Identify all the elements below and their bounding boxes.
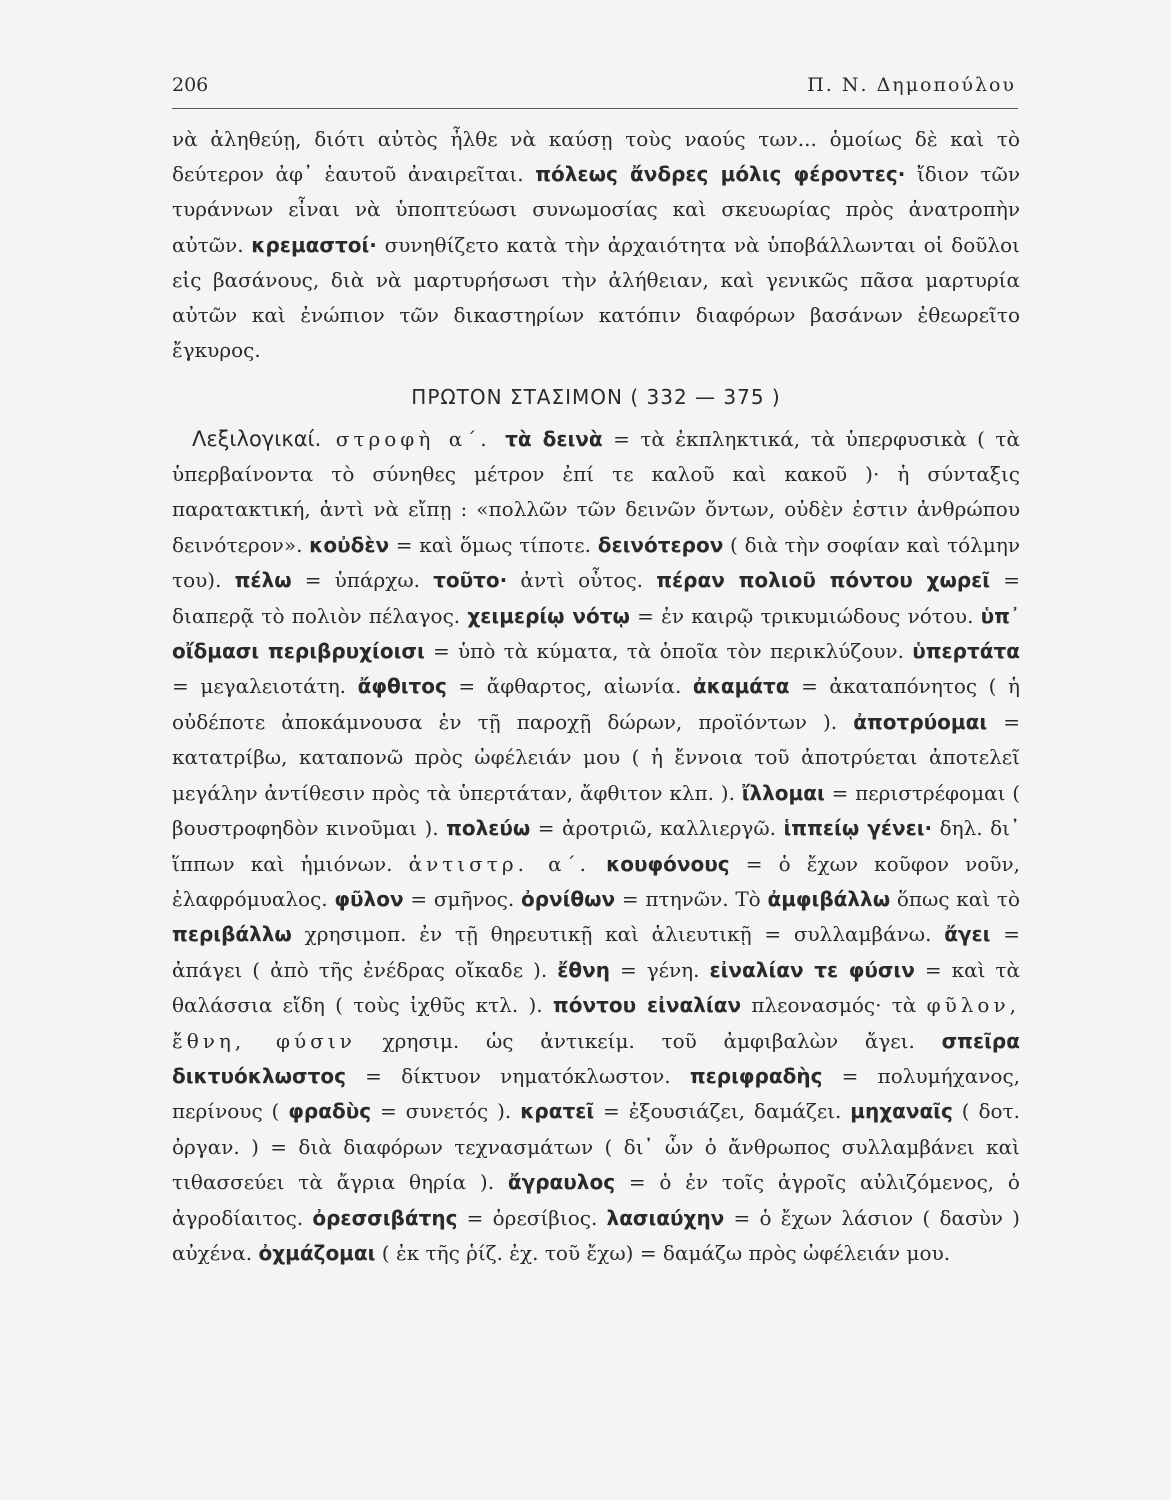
text-span: χρησιμοπ. ἐν τῇ θηρευτικῇ καὶ ἁλιευτικῇ = συλλαμβάνω. <box>291 922 945 947</box>
text-span: = πολυμήχανος, περίνους ( <box>172 1063 1021 1124</box>
text-span: = δίκτυον νηματόκλωστον. <box>345 1063 690 1088</box>
lemma: σπεῖρα δικτυόκλωστος <box>172 1028 1020 1088</box>
lemma: πέλω <box>234 568 292 593</box>
lemma: ὀρνίθων <box>520 886 616 911</box>
text-span: ἀντὶ οὗτος. <box>507 568 657 593</box>
text-span: = ὑπάρχω. <box>291 568 434 593</box>
text-span: = ἄφθαρτος, αἰωνία. <box>446 674 693 699</box>
lexical-notes-paragraph <box>172 422 1020 1272</box>
text-span: = ἀπάγει ( ἀπὸ τῆς ἐνέδρας οἴκαδε ). <box>172 922 1020 982</box>
lemma: κοὐδὲν <box>309 532 390 557</box>
lemma: δεινότερον <box>597 532 724 557</box>
lemma: τὰ δεινὰ <box>505 426 603 451</box>
lemma: ἴλλομαι <box>741 780 825 805</box>
lemma: κρατεῖ <box>520 1099 595 1124</box>
lemma: ἄφθιτος <box>357 674 447 699</box>
lemma: ἀκαμάτα <box>692 674 790 699</box>
text-span: = περιστρέφομαι ( βουστροφηδὸν κινοῦμαι ). <box>172 780 1021 841</box>
lemma: περιφραδὴς <box>689 1063 823 1088</box>
text-span: = γένη. <box>609 957 710 982</box>
text-span: ( διὰ τὴν σοφίαν καὶ τόλμην του). <box>172 532 1020 593</box>
text-span: νὰ ἀληθεύῃ, διότι αὐτὸς ἦλθε νὰ καύσῃ τοὺς ναούς των... ὁμοίως δὲ καὶ τὸ δεύτερον ἀφ᾿ ἑαυτοῦ ἀναιρεῖται. <box>172 127 1020 187</box>
text-span: = ἐν καιρῷ τρικυμιώδους νότου. <box>629 603 981 628</box>
lemma: τοῦτο· <box>433 568 508 593</box>
lemma: ἱππείῳ γένει· <box>783 816 933 841</box>
text-span: = καὶ τὰ θαλάσσια εἴδη ( τοὺς ἰχθῦς κτλ. ). <box>172 957 1020 1018</box>
notes-heading: Λεξιλογικαί. <box>192 426 322 451</box>
text-span <box>590 852 606 876</box>
spaced-text: φῦλον, ἔθνη, φύσιν <box>172 993 1020 1053</box>
strophe-label: στροφὴ α΄. <box>321 426 506 451</box>
text-span: = ὑπὸ τὰ κύματα, τὰ ὁποῖα τὸν περικλύζουν. <box>424 639 913 664</box>
lemma: ἄγραυλος <box>507 1170 616 1195</box>
lemma: ἀμφιβάλλω <box>767 886 891 911</box>
lemma: φραδὺς <box>288 1099 372 1124</box>
lemma: εἰναλίαν τε φύσιν <box>709 957 915 982</box>
lemma: λασιαύχην <box>606 1205 725 1230</box>
text-span: ( ἐκ τῆς ῥίζ. ἐχ. τοῦ ἔχω) = δαμάζω πρὸς ὠφέλειάν μου. <box>375 1240 951 1265</box>
text-span: = ὀρεσίβιος. <box>457 1205 607 1230</box>
lemma: ἀποτρύομαι <box>853 709 988 734</box>
lemma: ὀχμάζομαι <box>258 1240 376 1265</box>
text-span: = ὁ ἔχων κοῦφον νοῦν, ἐλαφρόμυαλος. <box>172 851 1021 911</box>
lemma: ὑπερτάτα <box>912 639 1021 664</box>
lemma: μηχαναῖς <box>850 1099 953 1124</box>
text-span: πλεονασμός· τὰ <box>741 993 927 1018</box>
section-title: ΠΡΩΤΟΝ ΣΤΑΣΙΜΟΝ ( 332 — 375 ) <box>411 385 781 410</box>
text-span: χρησιμ. ὡς ἀντικείμ. τοῦ ἀμφιβαλὼν ἄγει. <box>355 1028 942 1053</box>
text-span: ( δοτ. ὀργαν. ) = διὰ διαφόρων τεχνασμάτων ( δι᾿ ὧν ὁ ἄνθρωπος συλλαμβάνει καὶ τιθασσεύει τὰ ἄγρια θηρία ). <box>172 1099 1020 1195</box>
text-span: = σμῆνος. <box>403 886 521 911</box>
text-span: = ἐξουσιάζει, δαμάζει. <box>594 1099 851 1124</box>
text-span: = συνετός ). <box>371 1099 521 1124</box>
lemma: κρεμαστοί· <box>251 232 377 257</box>
antistrophe-label: ἀντιστρ. α΄. <box>408 851 590 876</box>
text-span: = ἀκαταπόνητος ( ἡ οὐδέποτε ἀποκάμνουσα ἐν τῇ παροχῇ δώρων, προϊόντων ). <box>172 674 1021 734</box>
lemma: κουφόνους <box>606 851 730 876</box>
lemma: ὑπ᾿ οἴδμασι περιβρυχίοισι <box>172 603 1020 664</box>
text-span: ἴδιον τῶν τυράννων εἶναι νὰ ὑποπτεύωσι συνωμοσίας καὶ σκευωρίας πρὸς ἀνατροπὴν αὐτῶν. <box>172 162 1021 257</box>
lemma: ἔθνη <box>557 957 610 982</box>
text-span: ὅπως καὶ τὸ <box>890 886 1020 911</box>
text-span: = κατατρίβω, καταπονῶ πρὸς ὠφέλειάν μου ( ἡ ἔννοια τοῦ ἀποτρύεται ἀποτελεῖ μεγάλην ἀντίθεσιν πρὸς τὰ ὑπερτάταν, ἄφθιτον κλπ. ). <box>172 709 1020 805</box>
lemma: πόντου εἰναλίαν <box>552 993 742 1018</box>
lemma: χειμερίῳ νότῳ <box>467 603 630 628</box>
text-span: δηλ. δι᾿ ἵππων καὶ ἡμιόνων. <box>172 816 1020 876</box>
lemma: φῦλον <box>334 886 404 911</box>
lemma: ὀρεσσιβάτης <box>312 1205 458 1230</box>
text-span: = τὰ ἐκπληκτικά, τὰ ὑπερφυσικὰ ( τὰ ὑπερβαίνοντα τὸ σύνηθες μέτρον ἐπί τε καλοῦ καὶ κακοῦ )· ἡ σύνταξις παρατακτική, ἀντὶ νὰ εἴπῃ : «πολλῶν τῶν δεινῶν ὄντων, οὐδὲν ἐστιν ἀνθρώπου δεινότερον». <box>172 426 1021 557</box>
text-span: = καὶ ὅμως τίποτε. <box>389 532 598 557</box>
lemma: ἄγει <box>944 922 991 947</box>
running-title: Π. Ν. Δημοπούλου <box>807 74 1016 96</box>
text-span: = μεγαλειοτάτη. <box>172 674 358 699</box>
lemma: πόλεως ἄνδρες μόλις φέροντες· <box>535 162 906 187</box>
text-span: = ἀροτριῶ, καλλιεργῶ. <box>530 816 784 841</box>
page-header <box>172 72 1018 109</box>
page-body <box>172 122 1020 1271</box>
text-span: = ὁ ἔχων λάσιον ( δασὺν ) αὐχένα. <box>172 1205 1020 1265</box>
lemma: πέραν πολιοῦ πόντου χωρεῖ <box>656 568 991 593</box>
commentary-paragraph <box>172 122 1020 368</box>
text-span: = πτηνῶν. Τὸ <box>615 886 768 911</box>
text-span: = διαπερᾷ τὸ πολιὸν πέλαγος. <box>172 568 1020 628</box>
page-number: 206 <box>172 74 209 96</box>
text-span: συνηθίζετο κατὰ τὴν ἀρχαιότητα νὰ ὑποβάλλωνται οἱ δοῦλοι εἰς βασάνους, διὰ νὰ μαρτυρήσωσι τὴν ἀλήθειαν, καὶ γενικῶς πᾶσα μαρτυρία αὐτῶν καὶ ἐνώπιον τῶν δικαστηρίων κατόπιν διαφόρων βασάνων ἐθεωρεῖτο ἔγκυρος. <box>172 232 1020 363</box>
lemma: περιβάλλω <box>172 922 292 947</box>
lemma: πολεύω <box>446 816 531 841</box>
text-span: = ὁ ἐν τοῖς ἀγροῖς αὐλιζόμενος, ὁ ἀγροδίαιτος. <box>172 1170 1020 1230</box>
